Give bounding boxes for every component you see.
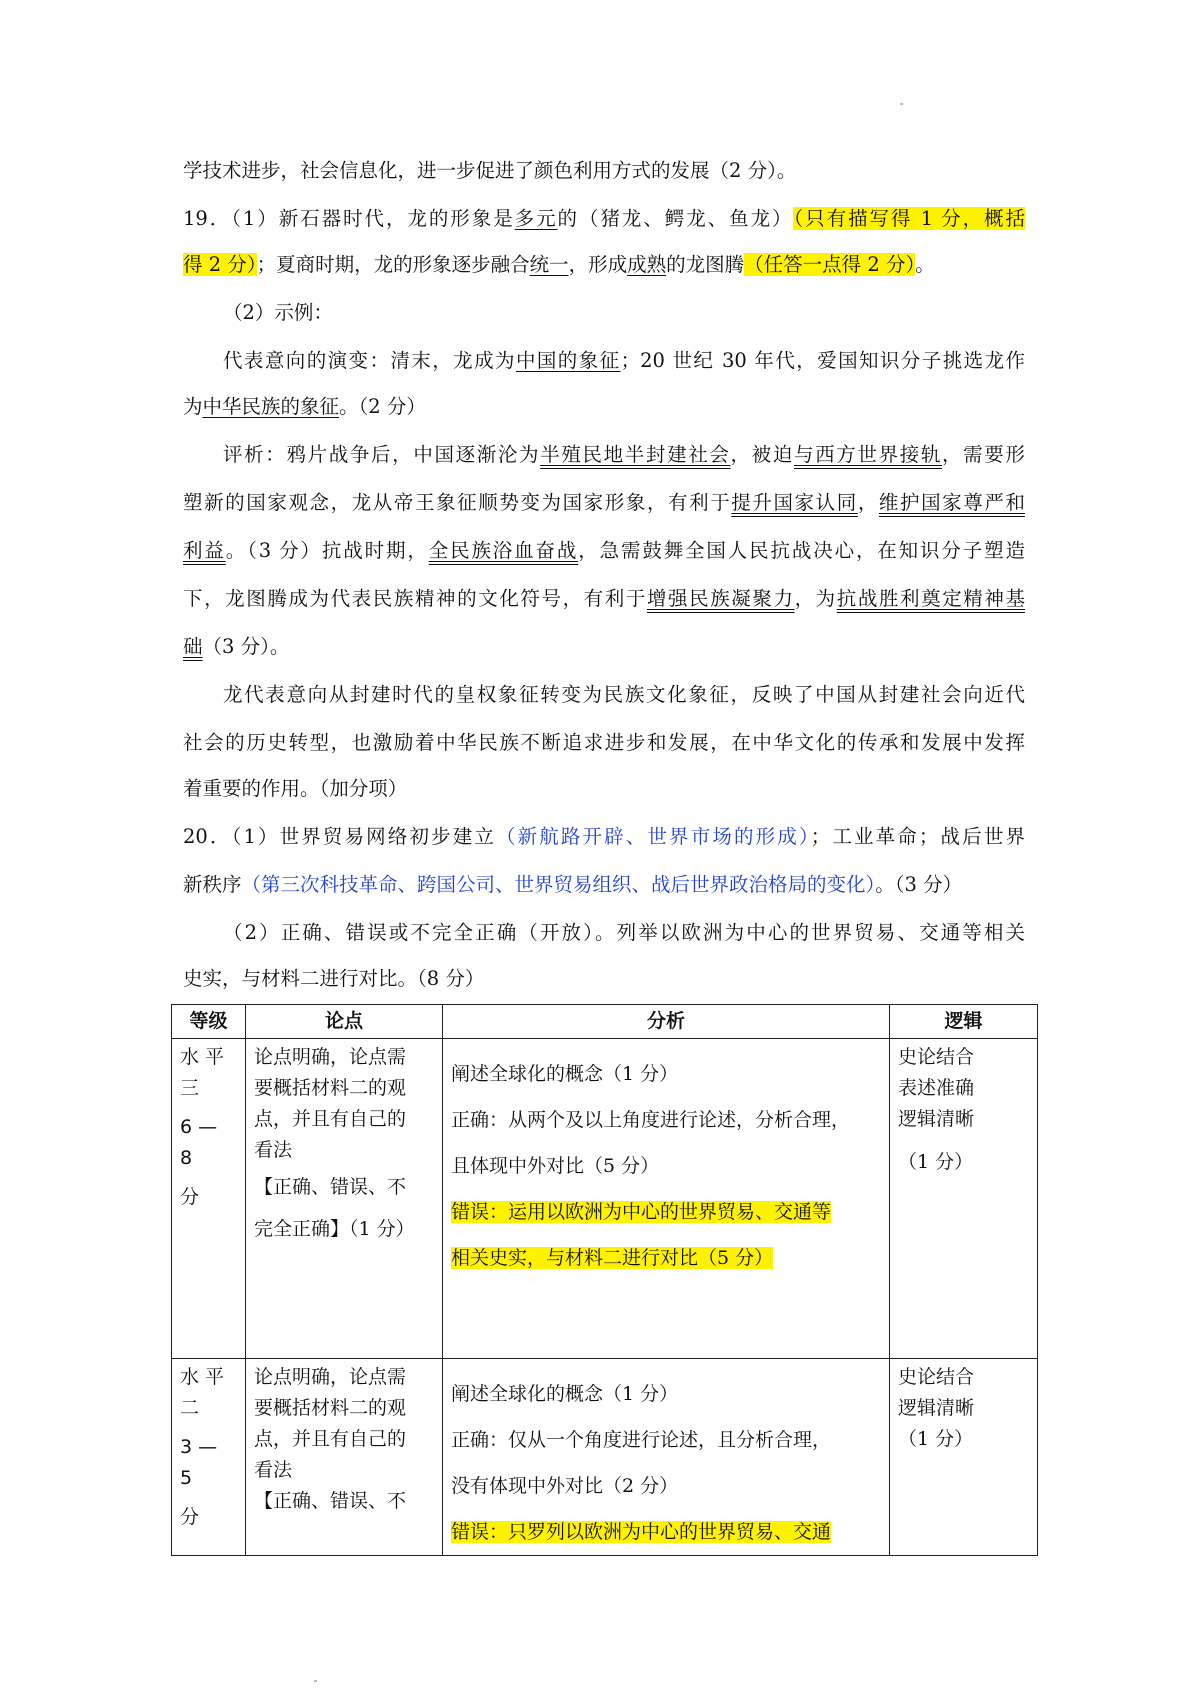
- highlighted-line: [451, 1509, 881, 1555]
- text: 。（2 分）: [339, 395, 426, 418]
- point-text: [254, 1039, 434, 1250]
- paragraph-line: [183, 576, 1025, 622]
- logic-cell: [890, 1039, 1038, 1359]
- text: 没有体现中外对比（2 分）: [451, 1475, 679, 1497]
- text: ，为: [794, 587, 837, 610]
- table-row: [172, 1039, 1038, 1359]
- text: 阐述全球化的概念（1 分）: [451, 1383, 679, 1405]
- underlined-term: 维护国家尊严和: [878, 491, 1025, 514]
- scan-speck: [314, 1680, 317, 1682]
- question-19-line-2: [183, 242, 1025, 288]
- level-text: [180, 1359, 237, 1533]
- paragraph-line: [183, 720, 1025, 766]
- level-label: 二: [180, 1397, 200, 1419]
- text: 史论结合: [898, 1366, 975, 1388]
- text: 【正确、错误、不: [254, 1490, 407, 1512]
- text: 点，并且有自己的: [254, 1108, 407, 1130]
- text: ；夏商时期，龙的形象逐步融合: [256, 253, 530, 276]
- text: （2）示例：: [223, 301, 333, 324]
- highlighted-line: [451, 1235, 881, 1281]
- underlined-term: 抗战胜利奠定精神基: [836, 587, 1025, 610]
- text: ，: [857, 491, 879, 514]
- text: （1 分）: [898, 1428, 974, 1450]
- text: 要概括材料二的观: [254, 1077, 407, 1099]
- highlighted-note: （任答一点得 2 分）: [744, 253, 916, 276]
- underlined-term: 增强民族凝聚力: [646, 587, 795, 610]
- text: 学技术进步，社会信息化，进一步促进了颜色利用方式的发展（2 分）。: [183, 159, 797, 182]
- table-row: [172, 1359, 1038, 1556]
- paragraph-line: [183, 148, 1025, 194]
- underlined-term: 利益: [183, 539, 226, 562]
- underlined-term: 统一: [529, 253, 569, 276]
- text: （3 分）。: [202, 635, 290, 658]
- text: 且体现中外对比（5 分）: [451, 1155, 660, 1177]
- header-level: 等级: [172, 1005, 246, 1039]
- header-analysis: 分析: [443, 1005, 890, 1039]
- text: （1 分）: [898, 1151, 974, 1173]
- highlighted-note: （只有描写得 1 分，概括: [793, 207, 1025, 230]
- underlined-term: 成熟: [627, 253, 667, 276]
- level-unit: 分: [180, 1186, 200, 1208]
- text: ；20 世纪 30 年代，爱国知识分子挑选龙作: [620, 349, 1025, 372]
- text: 。（3 分）抗战时期，: [225, 539, 429, 562]
- text: 代表意向的演变：清末，龙成为: [223, 349, 516, 372]
- text: 19．（1）新石器时代，龙的形象是: [183, 207, 515, 230]
- text: 新秩序: [183, 873, 242, 896]
- point-cell: [246, 1359, 443, 1556]
- text: ，需要形: [942, 443, 1025, 466]
- table-header-row: [172, 1005, 1038, 1039]
- highlighted-note: 错误：运用以欧洲为中心的世界贸易、交通等: [451, 1201, 832, 1223]
- text: 正确：仅从一个角度进行论述，且分析合理，: [451, 1429, 832, 1451]
- text: 为: [183, 395, 203, 418]
- highlighted-note: 相关史实，与材料二进行对比（5 分）: [451, 1247, 774, 1269]
- header-point: 论点: [246, 1005, 443, 1039]
- level-label: 水 平: [180, 1366, 225, 1388]
- text: 的龙图腾: [666, 253, 745, 276]
- paragraph-line: [183, 624, 1025, 670]
- text: 逻辑清晰: [898, 1108, 975, 1130]
- highlighted-note: 错误：只罗列以欧洲为中心的世界贸易、交通: [451, 1521, 832, 1543]
- header-logic: 逻辑: [890, 1005, 1038, 1039]
- text: 。: [915, 253, 935, 276]
- blue-note: （新航路开辟、世界市场的形成）: [495, 825, 811, 848]
- underlined-term: 中华民族的象征: [202, 395, 340, 418]
- level-cell: [172, 1039, 246, 1359]
- text: 逻辑清晰: [898, 1397, 975, 1419]
- text: 下，龙图腾成为代表民族精神的文化符号，有利于: [183, 587, 647, 610]
- text: 表述准确: [898, 1077, 975, 1099]
- underlined-term: 中国的象征: [515, 349, 621, 372]
- text: 评析：鸦片战争后，中国逐渐沦为: [223, 443, 541, 466]
- underlined-term: 半殖民地半封建社会: [540, 443, 731, 466]
- paragraph-line: [183, 384, 1025, 430]
- text: 看法: [254, 1139, 293, 1161]
- text: ，形成: [568, 253, 628, 276]
- level-text: [180, 1039, 237, 1213]
- level-label: 水 平: [180, 1046, 225, 1068]
- level-range: 3—5: [180, 1436, 224, 1489]
- point-text: [254, 1359, 434, 1517]
- text: （2）正确、错误或不完全正确（开放）。列举以欧洲为中心的世界贸易、交通等相关: [223, 921, 1025, 944]
- text: ，被迫: [730, 443, 794, 466]
- text: 看法: [254, 1459, 293, 1481]
- text: 社会的历史转型，也激励着中华民族不断追求进步和发展，在中华文化的传承和发展中发挥: [183, 731, 1025, 754]
- question-19-line-1: [183, 196, 1025, 242]
- level-unit: 分: [180, 1506, 200, 1528]
- underlined-term: 全民族浴血奋战: [428, 539, 579, 562]
- text: ，急需鼓舞全国人民抗战决心，在知识分子塑造: [578, 539, 1025, 562]
- paragraph-line: [183, 528, 1025, 574]
- scan-speck: [900, 103, 903, 105]
- level-range: 6—8: [180, 1116, 224, 1169]
- paragraph-line: [183, 480, 1025, 526]
- text: 论点明确，论点需: [254, 1366, 407, 1388]
- logic-text: [898, 1039, 1029, 1178]
- question-20-line-2: [183, 862, 1025, 908]
- text: 论点明确，论点需: [254, 1046, 407, 1068]
- paragraph-line: [183, 672, 1025, 718]
- logic-cell: [890, 1359, 1038, 1556]
- highlighted-note: 得 2 分）: [183, 253, 257, 276]
- text: 20．（1）世界贸易网络初步建立: [183, 825, 496, 848]
- text: ；工业革命；战后世界: [810, 825, 1025, 848]
- level-label: 三: [180, 1077, 200, 1099]
- text: 阐述全球化的概念（1 分）: [451, 1063, 679, 1085]
- text: 正确：从两个及以上角度进行论述，分析合理，: [451, 1109, 851, 1131]
- text: 塑新的国家观念，龙从帝王象征顺势变为国家形象，有利于: [183, 491, 732, 514]
- underlined-term: 多元: [514, 207, 558, 230]
- text: 龙代表意向从封建时代的皇权象征转变为民族文化象征，反映了中国从封建社会向近代: [223, 683, 1025, 706]
- paragraph-line: [183, 910, 1025, 956]
- blue-note: （第三次科技革命、跨国公司、世界贸易组织、战后世界政治格局的变化）: [241, 873, 876, 896]
- paragraph-line: [183, 338, 1025, 384]
- highlighted-line: [451, 1189, 881, 1235]
- underlined-term: 提升国家认同: [731, 491, 858, 514]
- text: 着重要的作用。（加分项）: [183, 777, 408, 800]
- text: 点，并且有自己的: [254, 1428, 407, 1450]
- question-20-line-1: [183, 814, 1025, 860]
- paragraph-line: [183, 432, 1025, 478]
- text: 【正确、错误、不: [254, 1176, 407, 1198]
- text: 要概括材料二的观: [254, 1397, 407, 1419]
- analysis-cell: [443, 1039, 890, 1359]
- text: 史实，与材料二进行对比。（8 分）: [183, 967, 485, 990]
- text: 。（3 分）: [875, 873, 963, 896]
- grading-rubric-table: [171, 1004, 1038, 1556]
- underlined-term: 与西方世界接轨: [793, 443, 943, 466]
- logic-text: [898, 1359, 1029, 1455]
- text: 史论结合: [898, 1046, 975, 1068]
- text: 的（猪龙、鳄龙、鱼龙）: [557, 207, 794, 230]
- sub-question-heading: [183, 290, 1025, 336]
- text: 完全正确】（1 分）: [254, 1218, 415, 1240]
- point-cell: [246, 1039, 443, 1359]
- analysis-cell: [443, 1359, 890, 1556]
- level-cell: [172, 1359, 246, 1556]
- paragraph-line: [183, 956, 1025, 1002]
- underlined-term: 础: [183, 635, 203, 658]
- paragraph-line: [183, 766, 1025, 812]
